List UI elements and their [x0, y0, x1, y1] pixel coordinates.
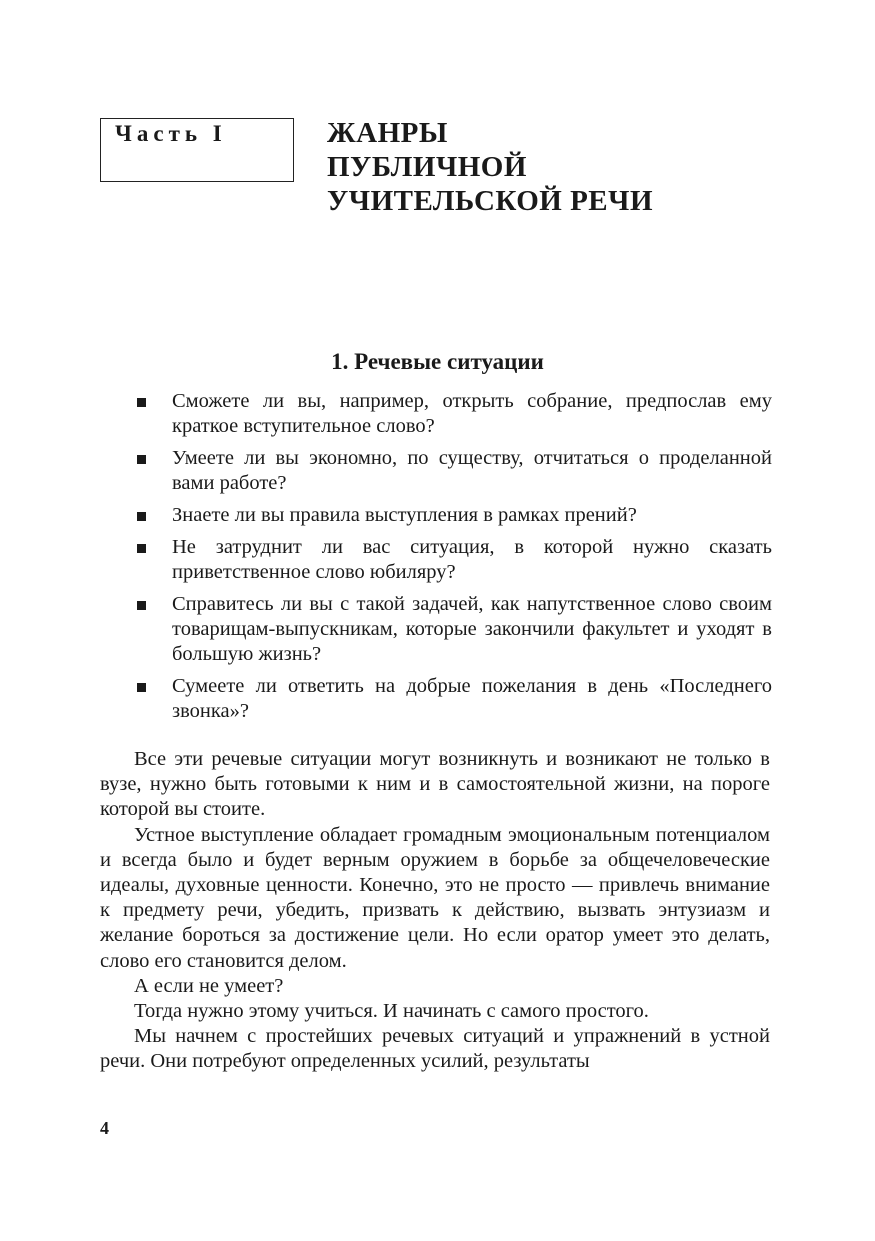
list-item [100, 674, 772, 724]
chapter-title-line: ЖАНРЫ [327, 117, 448, 149]
square-bullet-icon [137, 601, 146, 610]
list-item-text: Справитесь ли вы с такой задачей, как напутственное слово своим товарищам-выпускникам, которые закончили факультет и уходят в большую жизнь? [172, 593, 772, 665]
square-bullet-icon [137, 544, 146, 553]
list-item-text: Умеете ли вы экономно, по существу, отчитаться о проделанной вами работе? [172, 447, 772, 494]
paragraph: Тогда нужно этому учиться. И начинать с самого простого. [134, 1000, 649, 1023]
part-label-box [100, 118, 294, 182]
list-item-text: Сможете ли вы, например, открыть собрание, предпослав ему краткое вступительное слово? [172, 390, 772, 437]
square-bullet-icon [137, 398, 146, 407]
list-item [100, 535, 772, 585]
square-bullet-icon [137, 512, 146, 521]
square-bullet-icon [137, 683, 146, 692]
body-text [100, 747, 770, 1075]
list-item [100, 389, 772, 439]
section-heading-text: 1. Речевые ситуации [331, 349, 544, 374]
part-label: Часть I [115, 121, 227, 146]
chapter-title-line: УЧИТЕЛЬСКОЙ РЕЧИ [327, 185, 653, 217]
square-bullet-icon [137, 455, 146, 464]
paragraph: А если не умеет? [134, 974, 284, 997]
paragraph: Все эти речевые ситуации могут возникнуть и возникают не только в вузе, нужно быть готовыми к ним и в самостоятельной жизни, на пороге которой вы стоите. [100, 748, 770, 821]
chapter-title [327, 116, 847, 218]
page-number: 4 [100, 1118, 109, 1138]
list-item [100, 592, 772, 667]
list-item [100, 446, 772, 496]
paragraph: Мы начнем с простейших речевых ситуаций и упражнений в устной речи. Они потребуют определенных усилий, результаты [100, 1025, 770, 1073]
list-item [100, 503, 772, 528]
list-item-text: Не затруднит ли вас ситуация, в которой нужно сказать приветственное слово юбиляру? [172, 536, 772, 583]
list-item-text: Сумеете ли ответить на добрые пожелания в день «Последнего звонка»? [172, 675, 772, 722]
paragraph: Устное выступление обладает громадным эмоциональным потенциалом и всегда было и будет верным оружием в борьбе за общечеловеческие идеалы, духовные ценности. Конечно, это не просто — привлечь внимание к предмету речи, убедить, призвать к действию, вызвать энтузиазм и желание бороться за достижение цели. Но если оратор умеет это делать, слово его становится делом. [100, 823, 770, 972]
section-heading [0, 349, 875, 375]
list-item-text: Знаете ли вы правила выступления в рамках прений? [172, 504, 637, 526]
question-list [100, 389, 772, 731]
chapter-title-line: ПУБЛИЧНОЙ [327, 151, 527, 183]
